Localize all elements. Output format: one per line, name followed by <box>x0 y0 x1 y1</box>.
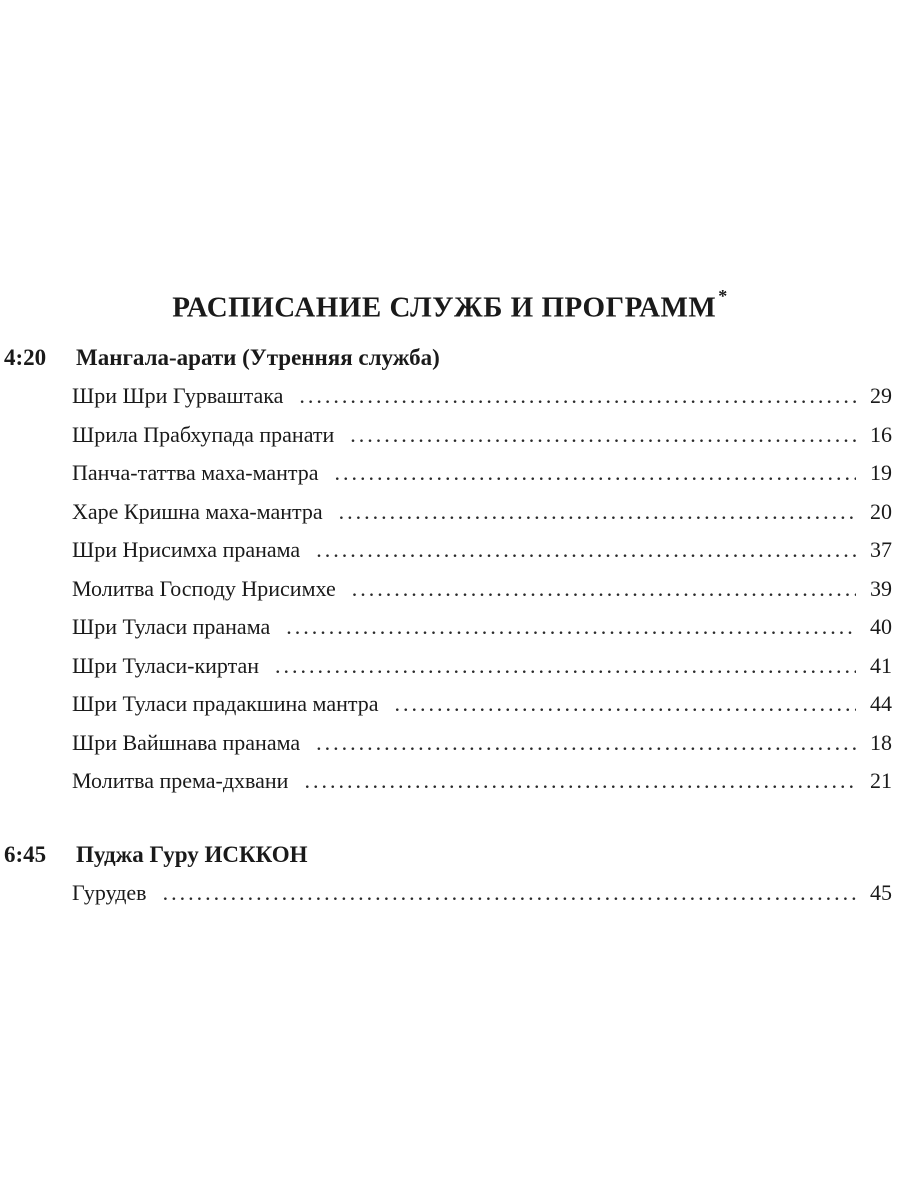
entry-page: 39 <box>870 575 892 601</box>
entry-title: Харе Кришна маха-мантра <box>72 498 323 524</box>
dot-leader <box>286 614 856 640</box>
toc-entry <box>72 730 892 769</box>
dot-leader <box>316 537 856 563</box>
toc-entry <box>72 537 892 576</box>
toc-entry <box>72 768 892 807</box>
entry-title: Шри Туласи пранама <box>72 614 271 639</box>
dot-leader <box>339 499 856 525</box>
section-header <box>0 345 900 383</box>
section-header <box>0 842 900 880</box>
entry-title: Шри Нрисимха пранама <box>72 537 301 562</box>
page-title-text: РАСПИСАНИЕ СЛУЖБ И ПРОГРАММ <box>172 291 717 324</box>
section-time: 6:45 <box>4 842 47 867</box>
toc-entry <box>72 422 892 461</box>
dot-leader <box>299 383 856 409</box>
entry-page: 37 <box>870 537 892 562</box>
dot-leader <box>304 768 856 794</box>
entry-title: Шри Туласи-киртан <box>72 652 260 678</box>
toc-entry <box>72 383 892 422</box>
schedule-section <box>0 842 900 919</box>
entry-title: Шри Вайшнава пранама <box>72 729 301 755</box>
footnote-mark: * <box>718 286 728 306</box>
section-name: Мангала-арати (Утренняя служба) <box>76 345 440 370</box>
entry-title: Молитва према-дхвани <box>72 768 289 793</box>
dot-leader <box>395 691 856 717</box>
entry-title: Шри Шри Гурваштака <box>72 383 284 408</box>
toc-entry <box>72 614 892 653</box>
entry-page: 44 <box>870 691 892 716</box>
toc-entry <box>72 691 892 730</box>
entry-page: 41 <box>870 652 892 678</box>
schedule-section <box>0 345 900 807</box>
section-time: 4:20 <box>4 345 47 370</box>
page-title <box>0 280 900 328</box>
dot-leader <box>163 880 856 906</box>
entry-page: 20 <box>870 498 892 524</box>
toc-entry <box>72 653 892 692</box>
entry-page: 40 <box>870 614 892 639</box>
entry-title: Шри Туласи прадакшина мантра <box>72 691 379 716</box>
section-name: Пуджа Гуру ИСККОН <box>76 842 308 867</box>
entry-title: Гурудев <box>72 880 147 905</box>
entry-page: 18 <box>870 729 892 755</box>
entry-page: 45 <box>870 880 892 905</box>
entry-title: Панча-таттва маха-мантра <box>72 460 319 485</box>
toc-entry <box>72 499 892 538</box>
toc-entry <box>72 576 892 615</box>
entry-page: 29 <box>870 383 892 408</box>
entry-page: 19 <box>870 460 892 485</box>
entry-page: 21 <box>870 768 892 793</box>
entry-page: 16 <box>870 421 892 447</box>
toc-entry <box>72 880 892 919</box>
toc-entry <box>72 460 892 499</box>
dot-leader <box>350 422 856 448</box>
dot-leader <box>316 730 856 756</box>
dot-leader <box>335 460 856 486</box>
dot-leader <box>275 653 856 679</box>
entry-title: Молитва Господу Нрисимхе <box>72 575 336 601</box>
entry-title: Шрила Прабхупада пранати <box>72 421 335 447</box>
dot-leader <box>352 576 856 602</box>
